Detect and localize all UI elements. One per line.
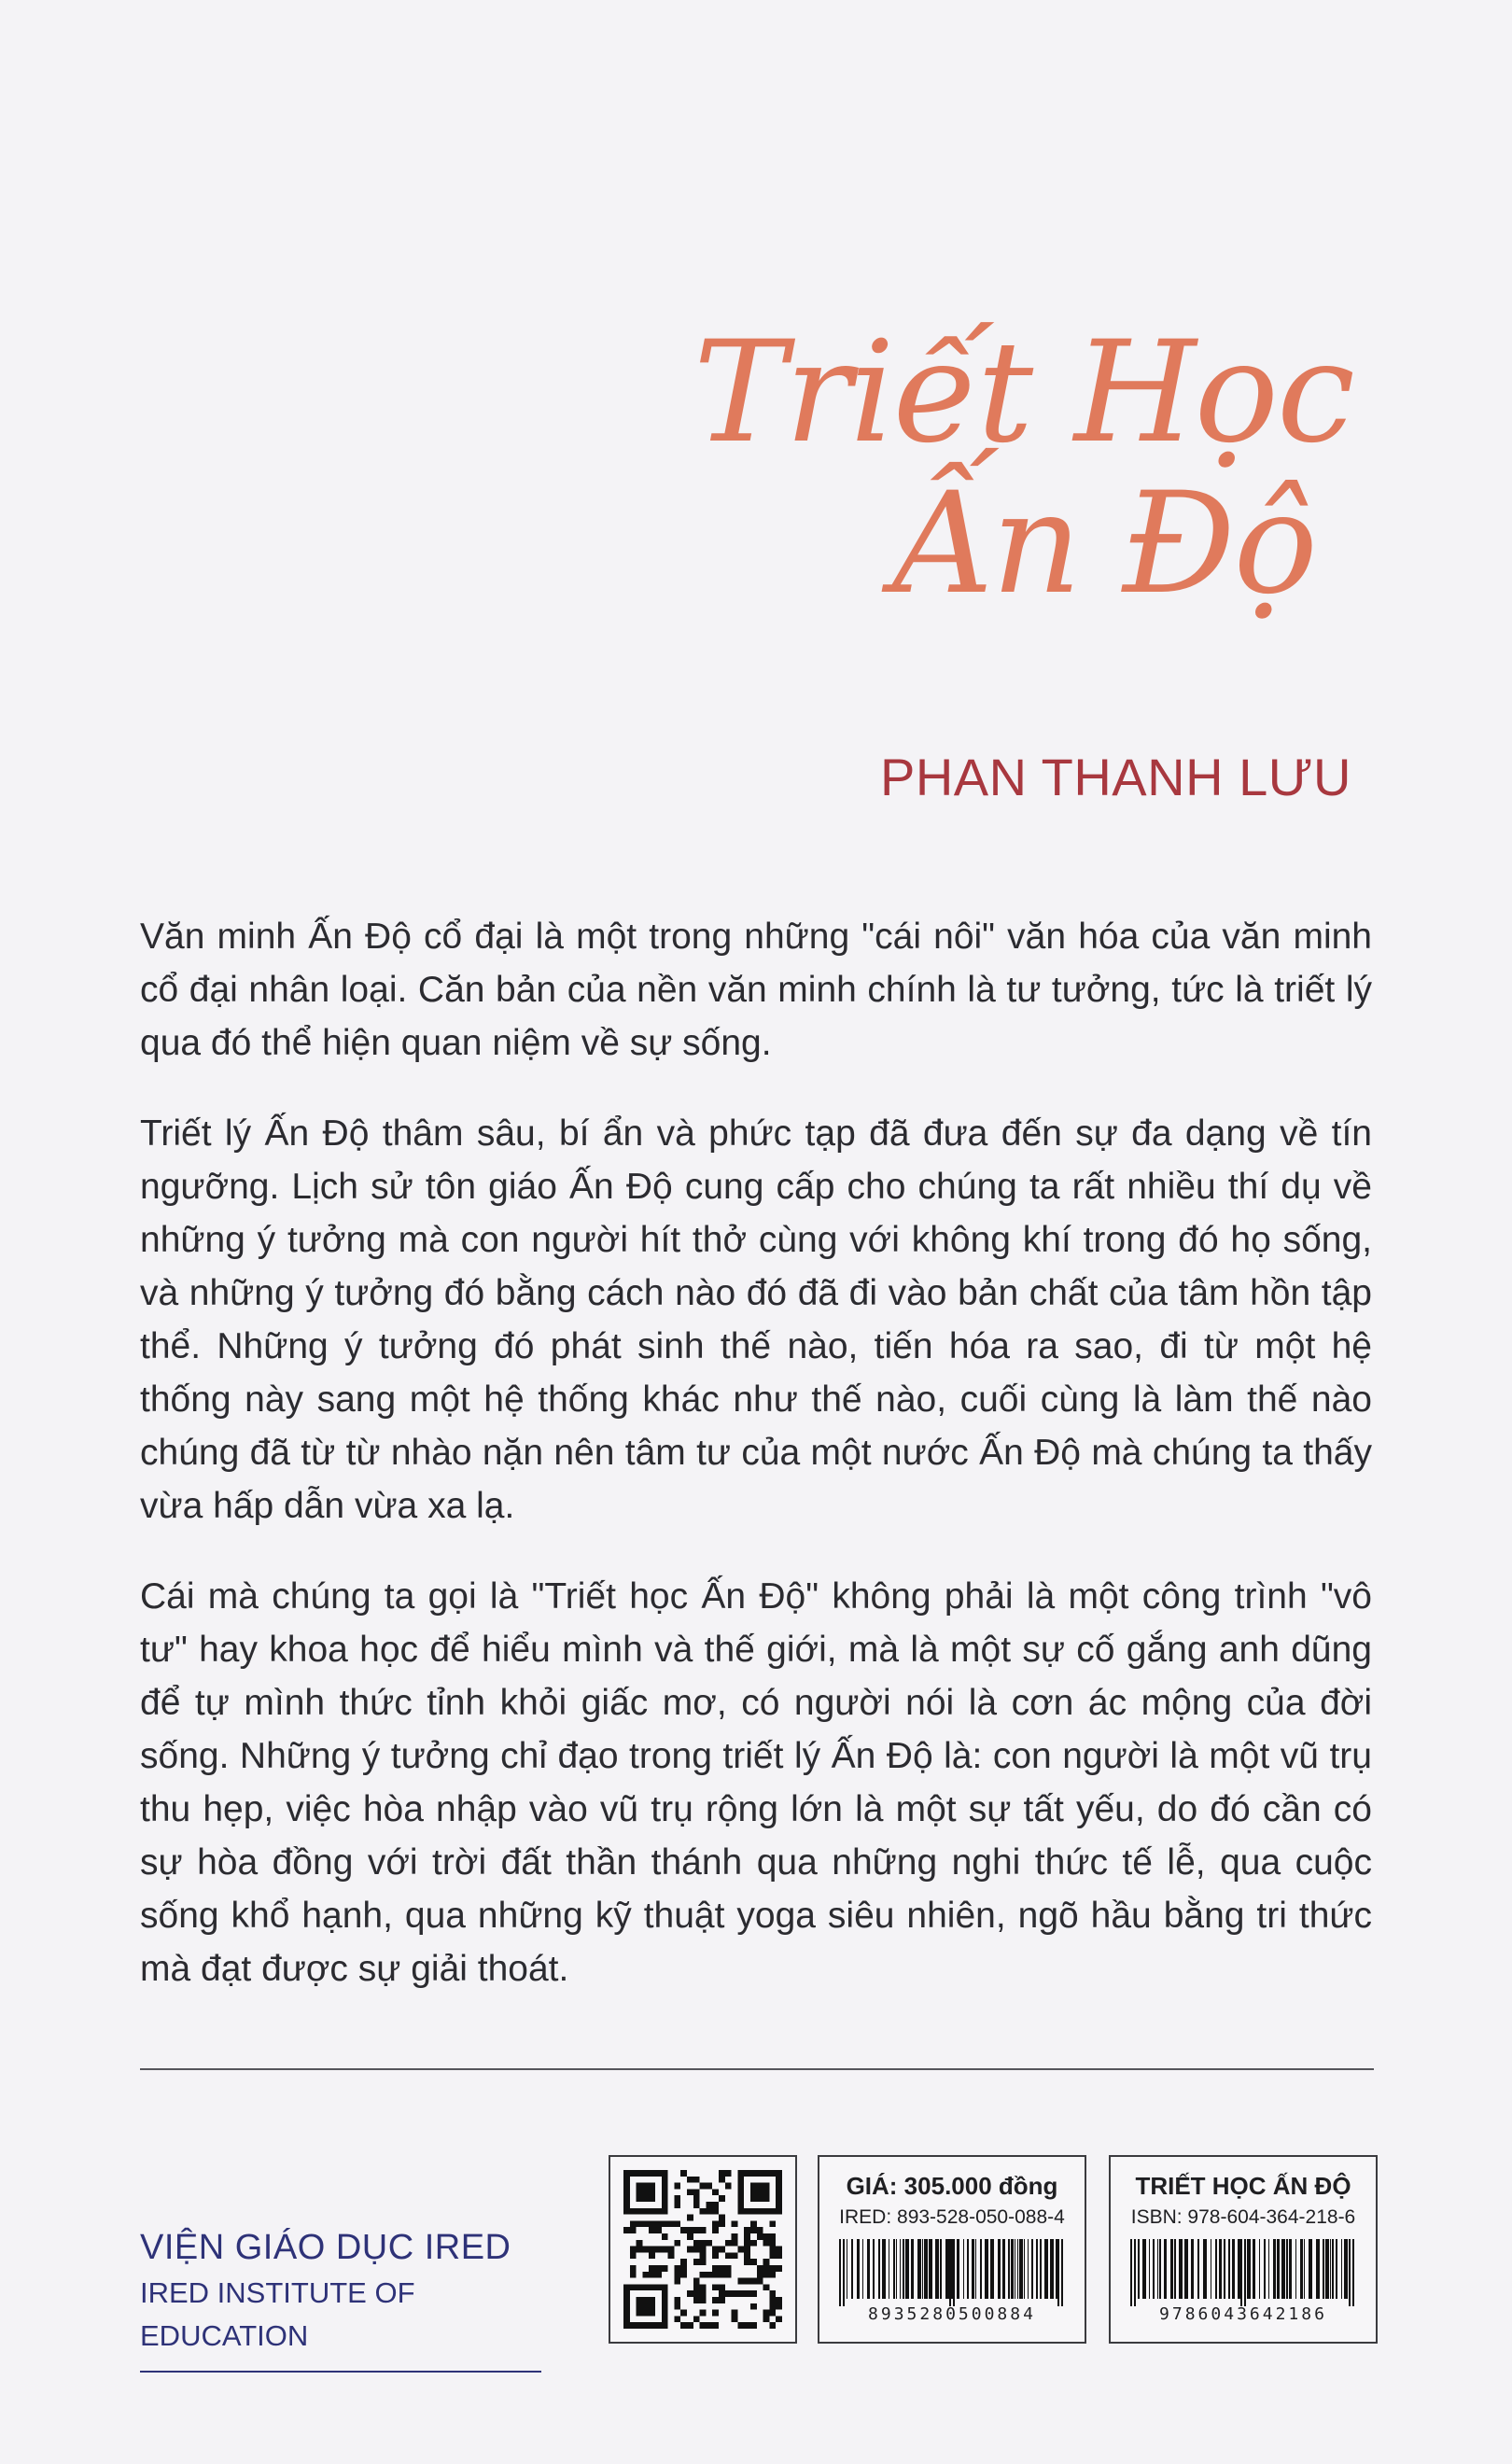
barcode-number: 8935280500884 xyxy=(868,2304,1036,2324)
title-line-2: Ấn Độ xyxy=(892,463,1316,625)
author-name: PHAN THANH LƯU xyxy=(880,748,1351,806)
blurb-paragraph: Cái mà chúng ta gọi là "Triết học Ấn Độ" không phải là một công trình "vô tư" hay khoa học để hiểu mình và thế giới, mà là một sự cố gắng anh dũng để tự mình thức tỉnh khỏi giấc mơ, có người nói là cơn ác mộng của đời sống. Những ý tưởng chỉ đạo trong triết lý Ấn Độ là: con người là một vũ trụ thu hẹp, việc hòa nhập vào vũ trụ rộng lớn là một sự tất yếu, do đó cần có sự hòa đồng với trời đất thần thánh qua những nghi thức tế lễ, qua cuộc sống khổ hạnh, qua những kỹ thuật yoga siêu nhiên, ngõ hầu bằng tri thức mà đạt được sự giải thoát. xyxy=(140,1576,1372,1989)
ired-code: IRED: 893-528-050-088-4 xyxy=(839,2206,1065,2228)
publisher-name-en: IRED INSTITUTE OF EDUCATION xyxy=(140,2276,415,2352)
publisher-underline xyxy=(140,2371,541,2373)
blurb-paragraph: Triết lý Ấn Độ thâm sâu, bí ẩn và phức tạp đã đưa đến sự đa dạng về tín ngưỡng. Lịch sử tôn giáo Ấn Độ cung cấp cho chúng ta rất nhiều thí dụ về những ý tưởng mà con người hít thở cùng với không khí trong đó họ sống, và những ý tưởng đó bằng cách nào đó đã đi vào bản chất của tâm hồn tập thể. Những ý tưởng đó phát sinh thế nào, tiến hóa ra sao, đi từ một hệ thống này sang một hệ thống khác như thế nào, cuối cùng là làm thế nào chúng đã từ từ nhào nặn nên tâm tư của một nước Ấn Độ mà chúng ta thấy vừa hấp dẫn vừa xa lạ. xyxy=(140,1113,1372,1526)
barcode-icon xyxy=(833,2239,1071,2306)
price-box xyxy=(818,2155,1086,2344)
divider-line xyxy=(140,2068,1374,2070)
qr-code-box xyxy=(609,2155,797,2344)
barcode-icon xyxy=(1125,2239,1362,2306)
publisher-block xyxy=(140,2223,541,2373)
title-line-1: Triết Học xyxy=(693,312,1353,474)
price-label: GIÁ: 305.000 đồng xyxy=(846,2172,1058,2200)
isbn-box xyxy=(1109,2155,1378,2344)
qr-code-icon xyxy=(623,2170,782,2329)
book-title-label: TRIẾT HỌC ẤN ĐỘ xyxy=(1135,2172,1351,2200)
publisher-name-vn: VIỆN GIÁO DỤC IRED xyxy=(140,2228,511,2267)
blurb xyxy=(140,910,1372,2033)
isbn-number: ISBN: 978-604-364-218-6 xyxy=(1130,2206,1356,2228)
blurb-paragraph: Văn minh Ấn Độ cổ đại là một trong những "cái nôi" văn hóa của văn minh cổ đại nhân loại. Căn bản của nền văn minh chính là tư tưởng, tức là triết lý qua đó thể hiện quan niệm về sự sống. xyxy=(140,917,1372,1063)
barcode-number: 9786043642186 xyxy=(1159,2304,1327,2324)
book-title xyxy=(644,312,1353,625)
